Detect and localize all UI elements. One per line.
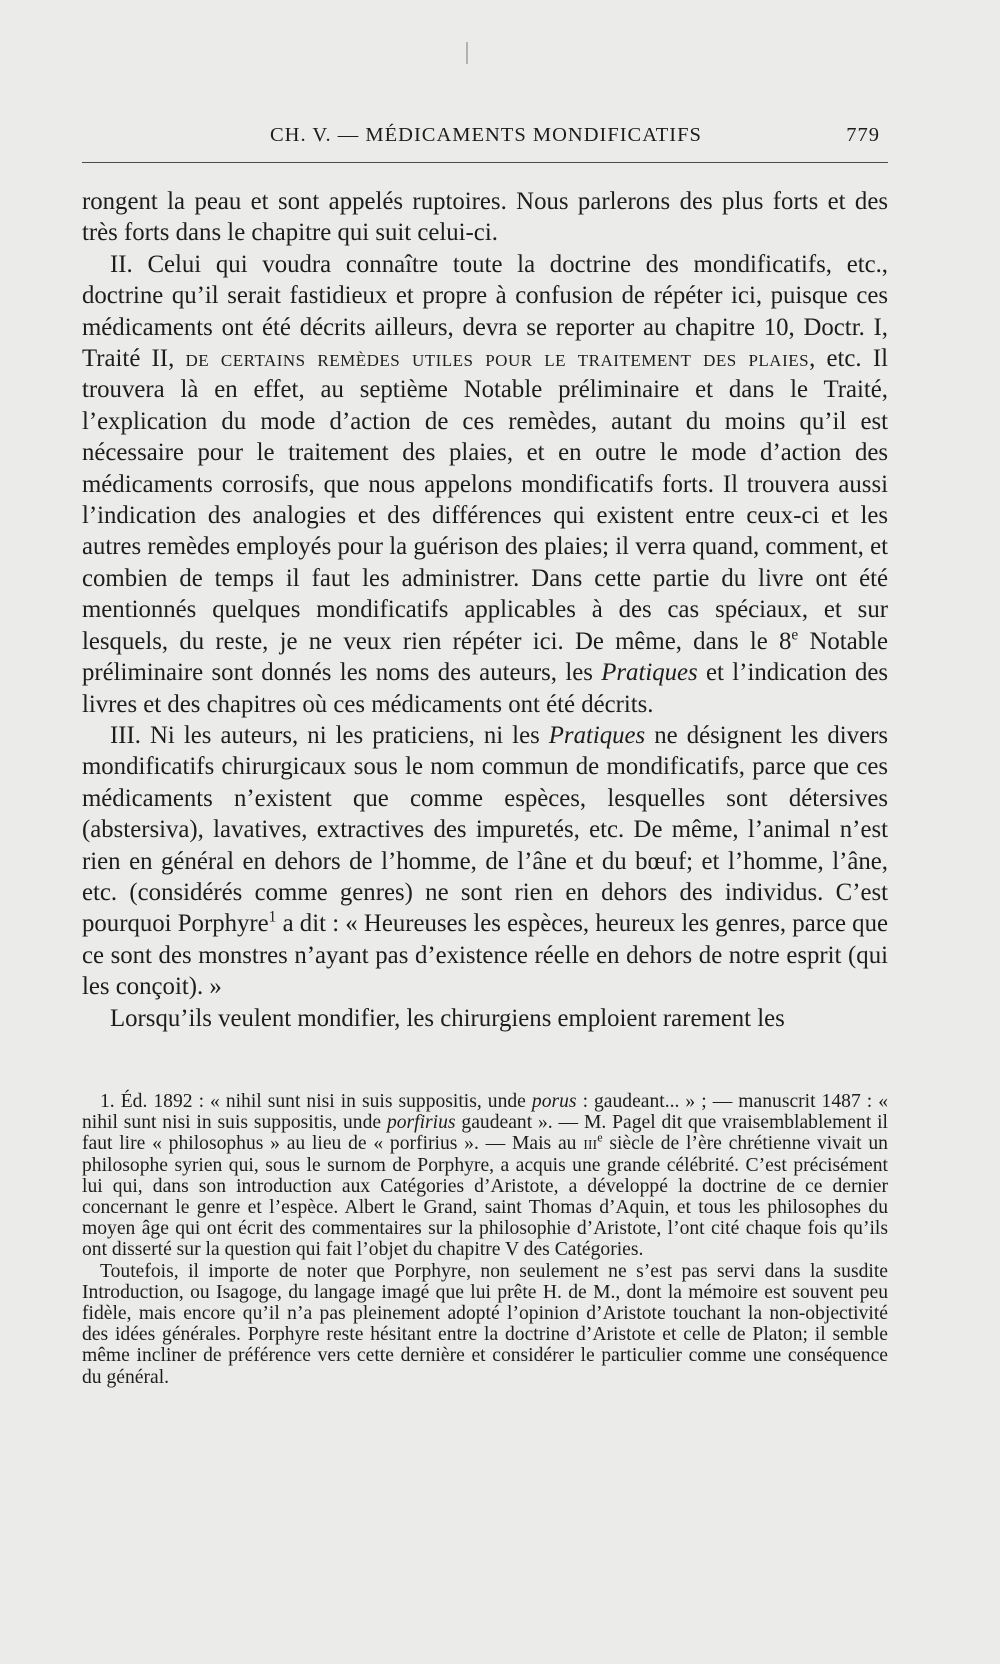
century-superscript: e: [597, 1130, 603, 1145]
running-header: [82, 122, 888, 163]
paragraph-2-text-d: et l’indication des livres et des chapitres où ces médicaments ont été décrits.: [82, 659, 889, 718]
paragraph-3-text-a: III. Ni les auteurs, ni les praticiens, ni les: [110, 721, 540, 749]
footnote-1-text-a: 1. Éd. 1892 : « nihil sunt nisi in suis suppositis, unde: [100, 1091, 526, 1112]
page-number: 779: [846, 124, 880, 146]
footnote-1-text-d: siècle de l’ère chrétienne vivait un philosophe syrien qui, sous le surnom de Porphyre, a acquis une grande célébrité. C’est précisément lui qui, dans son introduction aux Catégories d’Aristote, a développé la doctrine de ce dernier concernant le genre et l’espèce. Albert le Grand, saint Thomas d’Aquin, et tous les philosophes du moyen âge qui ont écrit des commentaires sur la philosophie d’Aristote, l’ont cité chaque fois qu’ils ont disserté sur la question qui fait l’objet du chapitre V des Catégories.: [82, 1133, 888, 1261]
footnote-continuation: [82, 1261, 888, 1388]
footnotes: [82, 1091, 888, 1388]
main-text: [82, 186, 888, 1034]
chapter-title: CH. V. — MÉDICAMENTS MONDIFICATIFS: [270, 124, 702, 146]
century-numeral: iii: [583, 1133, 598, 1155]
pratiques-italic: Pratiques: [601, 659, 698, 687]
paragraph-4: [82, 1003, 888, 1034]
footnote-italic-porfirius: porfirius: [386, 1112, 456, 1134]
paragraph-3-text-c: a dit : « Heureuses les espèces, heureux les genres, parce que ce sont des monstres n’ayant pas d’existence réelle en dehors de notre esprit (qui les conçoit). »: [82, 910, 888, 1001]
paragraph-1-text: rongent la peau et sont appelés ruptoires. Nous parlerons des plus forts et des très forts dans le chapitre qui suit celui-ci.: [82, 188, 888, 247]
paragraph-1: [82, 186, 888, 249]
paragraph-2-text-c: Notable préliminaire sont donnés les noms des auteurs, les: [82, 627, 888, 687]
footnote-italic-porus: porus: [531, 1091, 577, 1112]
footnote-2-text: Toutefois, il importe de noter que Porphyre, non seulement ne s’est pas servi dans la susdite Introduction, ou Isagoge, du langage imagé que lui prête H. de M., dont la mémoire est souvent peu fidèle, mais encore qu’il n’a pas pleinement adopté l’opinion d’Aristote touchant la non-objectivité des idées générales. Porphyre reste hésitant entre la doctrine d’Aristote et celle de Platon; il semble même incliner de préférence vers cette dernière et considérer le particulier comme une conséquence du général.: [82, 1260, 888, 1388]
paragraph-2-text-a: II. Celui qui voudra connaître toute la doctrine des mondificatifs, etc., doctrine qu’il serait fastidieux et propre à confusion de répéter ici, puisque ces médicaments ont été décrits ailleurs, devra se reporter au chapitre 10, Doctr. I, Traité II,: [82, 250, 888, 373]
pratiques-italic-2: Pratiques: [548, 721, 646, 749]
paragraph-3-text-b: ne désignent les divers mondificatifs chirurgicaux sous le nom commun de mondificatifs, parce que ces médicaments n’existent que comme espèces, lesquelles sont détersives (abstersiva), lavatives, extractives des impuretés, etc. De même, l’animal n’est rien en général en dehors de l’homme, de l’âne et du bœuf; et l’homme, l’âne, etc. (considérés comme genres) ne sont rien en dehors des individus. C’est pourquoi Porphyre: [82, 721, 888, 938]
paragraph-4-text: Lorsqu’ils veulent mondifier, les chirurgiens emploient rarement les: [110, 1004, 785, 1032]
paragraph-3: [82, 720, 888, 1003]
footnote-1: [82, 1091, 888, 1261]
print-mark: [466, 42, 468, 64]
paragraph-2: [82, 249, 888, 720]
paragraph-2-text-b: , etc. Il trouvera là en effet, au septième Notable préliminaire et dans le Traité, l’explication du mode d’action de ces remèdes, autant du moins qu’il est nécessaire pour le traitement des plaies, et en outre le mode d’action des médicaments corrosifs, que nous appelons mondificatifs forts. Il trouvera aussi l’indication des analogies et des différences qui existent entre ceux-ci et les autres remèdes employés pour la guérison des plaies; il verra quand, comment, et combien de temps il faut les administrer. Dans cette partie du livre ont été mentionnés quelques mondificatifs applicables à des cas spéciaux, et sur lesquels, du reste, je ne veux rien répéter ici. De même, dans le 8: [82, 345, 888, 655]
ordinal-superscript: e: [791, 626, 799, 644]
footnote-reference: 1: [268, 909, 277, 927]
footnote-1-text-b: : gaudeant... » ; — manuscrit 1487 : « nihil sunt nisi in suis suppositis, unde: [82, 1091, 889, 1134]
treatise-title-smallcaps: de certains remèdes utiles pour le traitement des plaies: [185, 345, 810, 373]
footnote-1-text-c: gaudeant ». — M. Pagel dit que vraisemblablement il faut lire « philosophus » au lieu de « porfirius ». — Mais au: [82, 1112, 888, 1155]
